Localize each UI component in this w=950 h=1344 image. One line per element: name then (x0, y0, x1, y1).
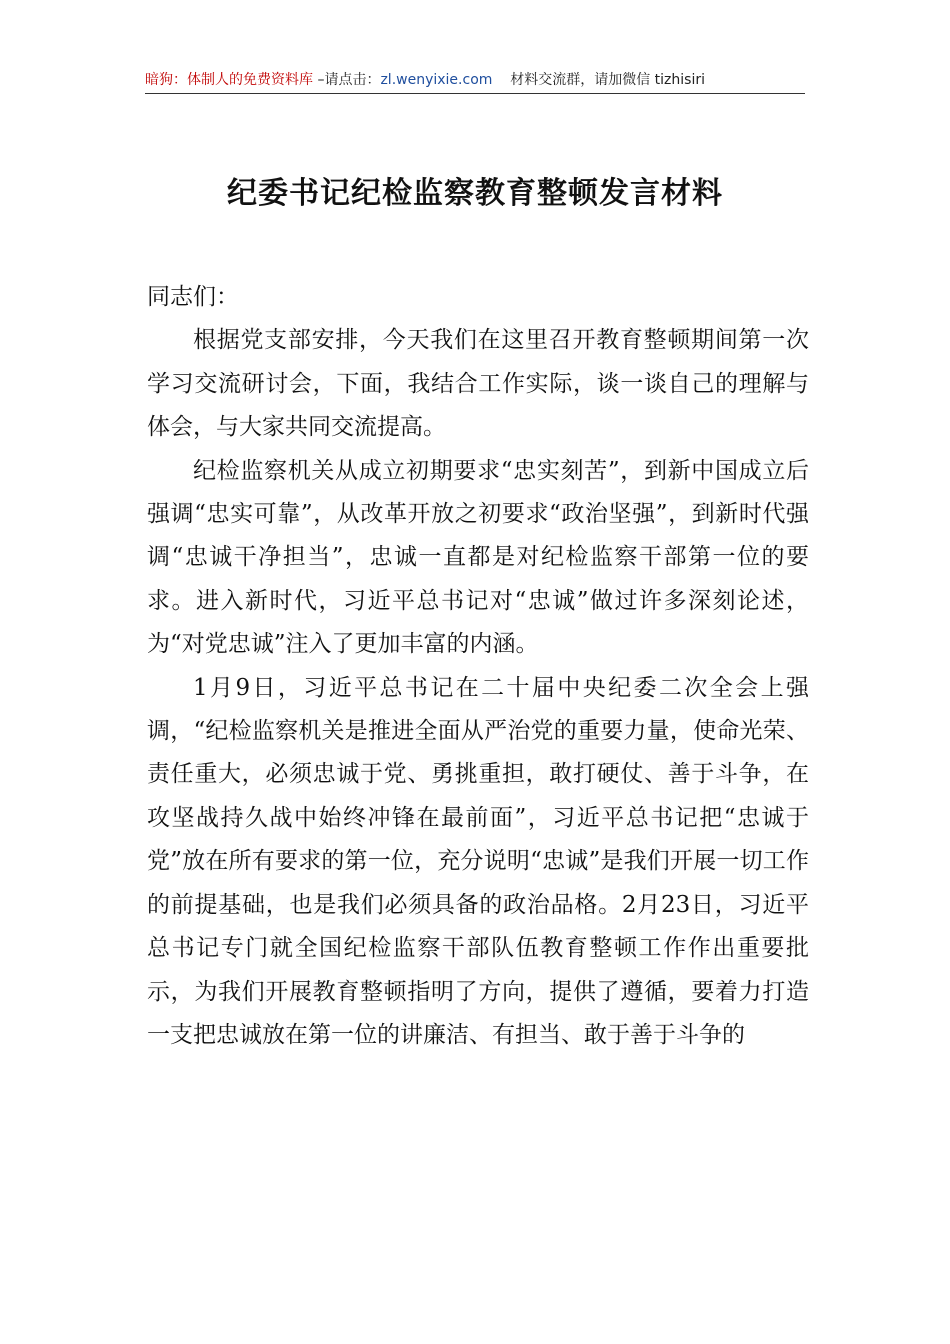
header-click-prompt: –请点击： (313, 72, 381, 88)
header-site-name: 暗狗：体制人的免费资料库 (145, 72, 313, 88)
page-header (145, 70, 805, 94)
document-title: 纪委书记纪检监察教育整顿发言材料 (227, 176, 723, 211)
header-divider (145, 93, 805, 94)
salutation: 同志们： (147, 284, 239, 310)
paragraph: 根据党支部安排，今天我们在这里召开教育整顿期间第一次学习交流研讨会，下面，我结合工作实际，谈一谈自己的理解与体会，与大家共同交流提高。 (147, 327, 809, 441)
paragraph: 纪检监察机关从成立初期要求“忠实刻苦”，到新中国成立后强调“忠实可靠”，从改革开放之初要求“政治坚强”，到新时代强调“忠诚干净担当”，忠诚一直都是对纪检监察干部第一位的要求。进入新时代，习近平总书记对“忠诚”做过许多深刻论述，为“对党忠诚”注入了更加丰富的内涵。 (147, 457, 809, 658)
document-body (147, 276, 809, 1057)
header-wechat-note: 材料交流群，请加微信 tizhisiri (510, 72, 705, 88)
header-url-link[interactable]: zl.wenyixie.com (380, 72, 493, 88)
paragraph: 1月9日，习近平总书记在二十届中央纪委二次全会上强调，“纪检监察机关是推进全面从严治党的重要力量，使命光荣、责任重大，必须忠诚于党、勇挑重担，敢打硬仗、善于斗争，在攻坚战持久战中始终冲锋在最前面”，习近平总书记把“忠诚于党”放在所有要求的第一位，充分说明“忠诚”是我们开展一切工作的前提基础，也是我们必须具备的政治品格。2月23日，习近平总书记专门就全国纪检监察干部队伍教育整顿工作作出重要批示，为我们开展教育整顿指明了方向，提供了遵循，要着力打造一支把忠诚放在第一位的讲廉洁、有担当、敢于善于斗争的 (147, 674, 809, 1048)
